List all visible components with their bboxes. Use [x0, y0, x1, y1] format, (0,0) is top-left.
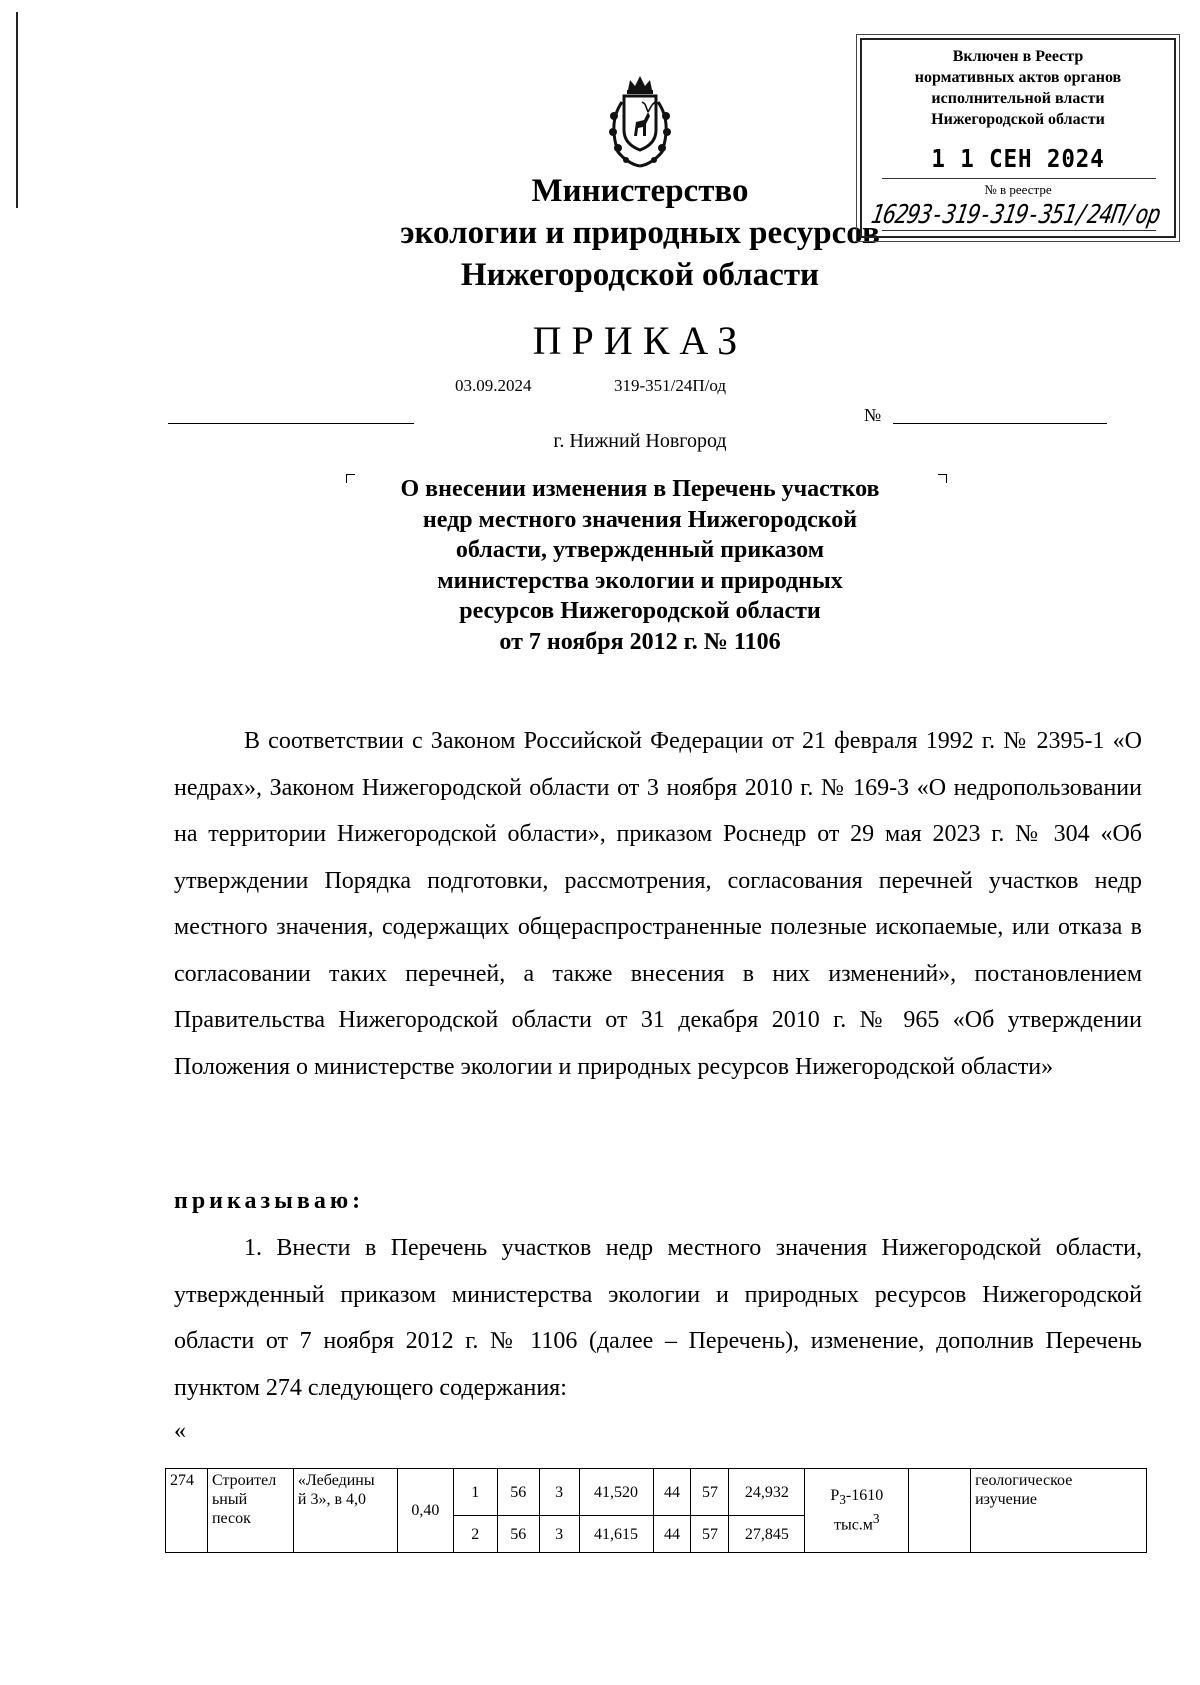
mineral-line: ьный	[211, 1491, 248, 1508]
stamp-line: нормативных актов органов	[914, 69, 1122, 86]
coat-of-arms-emblem	[600, 72, 680, 172]
lon-sec-cell: 27,845	[729, 1516, 805, 1553]
area-cell: 0,40	[397, 1469, 453, 1553]
stamp-registry-number: 16293-319-319-351/24П/ор	[868, 200, 1163, 230]
stamp-divider	[882, 178, 1156, 179]
document-date: 03.09.2024	[455, 376, 532, 395]
number-underline	[893, 423, 1107, 424]
mineral-cell	[207, 1469, 293, 1553]
lat-sec-cell: 41,615	[579, 1516, 653, 1553]
site-line: «Лебедины	[297, 1472, 375, 1489]
lon-deg-cell: 44	[653, 1516, 691, 1553]
opening-quote: «	[174, 1418, 186, 1444]
stamp-text	[862, 46, 1174, 130]
resources-cell	[805, 1469, 909, 1553]
subject-line: ресурсов Нижегородской области	[459, 598, 821, 624]
ministry-line: Нижегородской области	[460, 257, 820, 293]
amendment-table	[165, 1468, 1147, 1553]
purpose-line: изучение	[975, 1491, 1037, 1508]
subject-line: О внесении изменения в Перечень участков	[400, 476, 880, 502]
subject-line: области, утвержденный приказом	[455, 537, 825, 563]
margin-line	[16, 12, 18, 208]
mineral-line: Строител	[211, 1472, 277, 1489]
lat-min-cell: 3	[539, 1469, 579, 1516]
stamp-date: 1 1 СЕН 2024	[931, 144, 1105, 173]
resources-line: $Р_3-1610$	[830, 1487, 884, 1508]
date-underline	[168, 423, 414, 424]
lon-min-cell: 57	[691, 1516, 729, 1553]
purpose-line: геологическое	[975, 1472, 1073, 1489]
lon-sec-cell: 24,932	[729, 1469, 805, 1516]
document-number: 319-351/24П/од	[614, 376, 727, 395]
point-cell: 1	[453, 1469, 497, 1516]
subject-line: недр местного значения Нижегородской	[422, 506, 858, 533]
lat-deg-cell: 56	[497, 1516, 539, 1553]
document-type: ПРИКАЗ	[532, 318, 748, 363]
stamp-divider	[882, 230, 1156, 231]
mineral-line: песок	[211, 1510, 251, 1527]
orders-heading: приказываю:	[174, 1188, 365, 1214]
lon-deg-cell: 44	[653, 1469, 691, 1516]
point-cell: 2	[453, 1516, 497, 1553]
lat-sec-cell: 41,520	[579, 1469, 653, 1516]
number-sign: №	[864, 405, 882, 425]
ministry-line: Министерство	[531, 173, 749, 209]
order-item-1: 1. Внести в Перечень участков недр местного значения Нижегородской области, утвержденный приказом министерства экологии и природных ресурсов Нижегородской области от 7 ноября 2012 г. № 1106 (далее – Перечень), изменение, дополнив Перечень пунктом 274 следующего содержания:	[174, 1235, 1142, 1401]
document-city: г. Нижний Новгород	[553, 430, 727, 452]
subject-corner-left	[346, 474, 355, 483]
item-number-cell: 274	[166, 1469, 208, 1553]
site-cell	[293, 1469, 397, 1553]
lat-deg-cell: 56	[497, 1469, 539, 1516]
ministry-line: экологии и природных ресурсов	[400, 215, 880, 251]
stamp-line: Включен в Реестр	[952, 48, 1084, 65]
lat-min-cell: 3	[539, 1516, 579, 1553]
subject-line: министерства экологии и природных	[437, 567, 843, 594]
preamble-paragraph: В соответствии с Законом Российской Федерации от 21 февраля 1992 г. № 2395-1 «О недрах», Законом Нижегородской области от 3 ноября 2010 г. № 169-З «О недропользовании на территории Нижегородской области», приказом Роснедр от 29 мая 2023 г. № 304 «Об утверждении Порядка подготовки, рассмотрения, согласования перечней участков недр местного значения, содержащих общераспространенные полезные ископаемые, или отказа в согласовании таких перечней, а также внесения в них изменений», постановлением Правительства Нижегородской области от 31 декабря 2010 г. № 965 «Об утверждении Положения о министерстве экологии и природных ресурсов Нижегородской области»	[174, 728, 1142, 1080]
table-row	[166, 1469, 1147, 1516]
stamp-line: Нижегородской области	[931, 111, 1105, 128]
stamp-line: исполнительной власти	[931, 90, 1105, 107]
site-line: й 3», в 4,0	[297, 1491, 367, 1508]
document-subject	[360, 474, 920, 657]
purpose-cell	[971, 1469, 1147, 1553]
resources-line: $тыс.м^3$	[833, 1511, 880, 1534]
registry-stamp	[860, 38, 1176, 238]
empty-cell	[909, 1469, 971, 1553]
lon-min-cell: 57	[691, 1469, 729, 1516]
stamp-registry-label: № в реестре	[984, 182, 1052, 197]
subject-line: от 7 ноября 2012 г. № 1106	[499, 628, 781, 655]
subject-corner-right	[938, 474, 947, 483]
